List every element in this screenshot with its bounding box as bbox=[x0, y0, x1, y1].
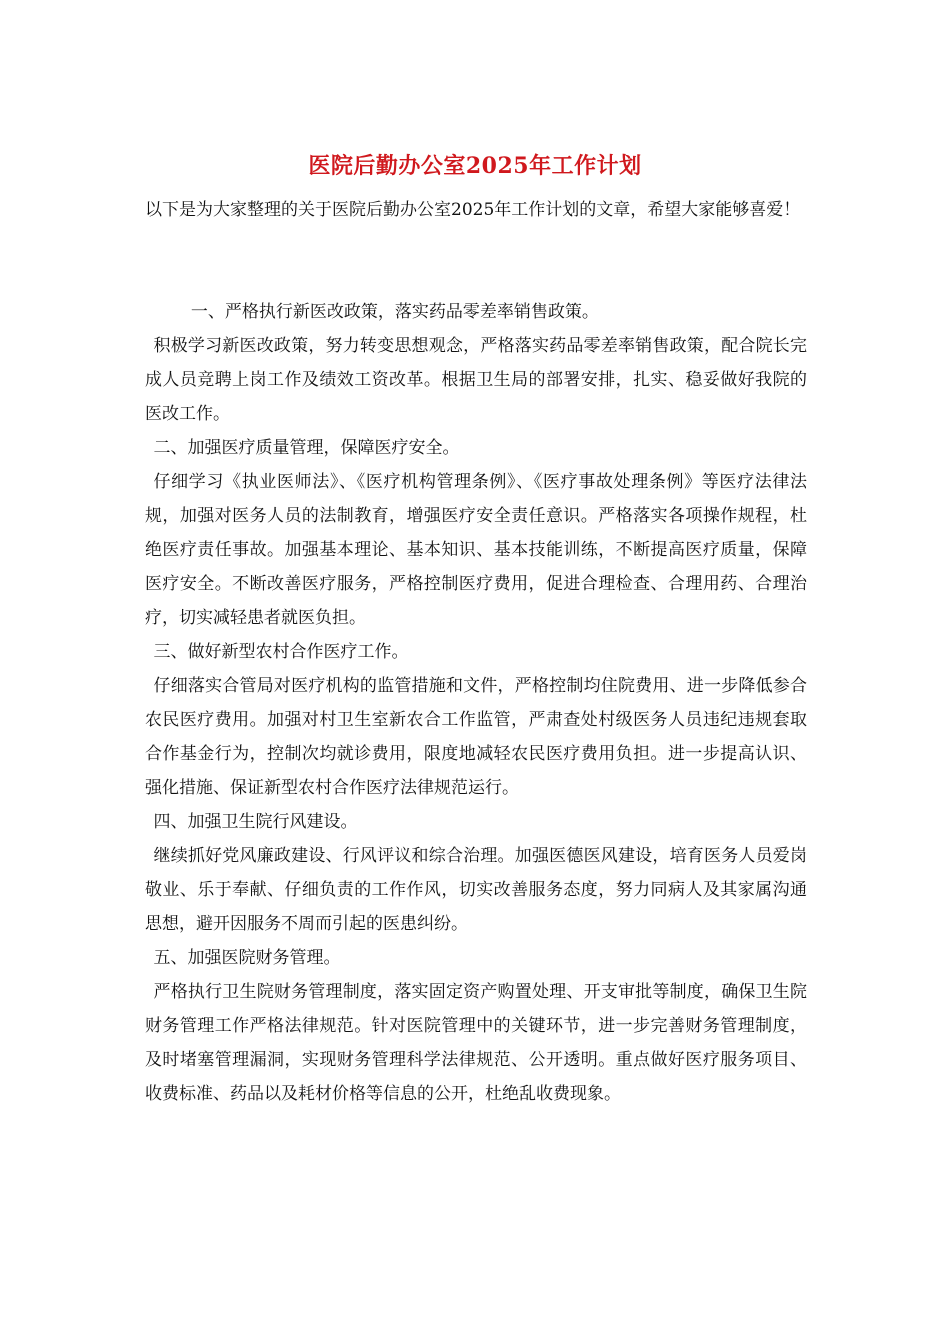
section-heading-1: 一、严格执行新医改政策，落实药品零差率销售政策。 bbox=[190, 302, 599, 322]
section-heading-3: 三、做好新型农村合作医疗工作。 bbox=[153, 642, 409, 662]
intro-paragraph: 以下是为大家整理的关于医院后勤办公室2025年工作计划的文章，希望大家能够喜爱！ bbox=[145, 200, 801, 220]
section-heading-5: 五、加强医院财务管理。 bbox=[153, 948, 341, 968]
section-text-4: 继续抓好党风廉政建设、行风评议和综合治理。加强医德医风建设，培育医务人员爱岗敬业、乐于奉献、仔细负责的工作作风，切实改善服务态度，努力同病人及其家属沟通思想，避开因服务不周而引起的医患纠纷。 bbox=[145, 846, 807, 934]
document-body bbox=[145, 193, 807, 1111]
section-heading-2: 二、加强医疗质量管理，保障医疗安全。 bbox=[153, 438, 460, 458]
section-text-3: 仔细落实合管局对医疗机构的监管措施和文件，严格控制均住院费用、进一步降低参合农民医疗费用。加强对村卫生室新农合工作监管，严肃查处村级医务人员违纪违规套取合作基金行为，控制次均就诊费用，限度地减轻农民医疗费用负担。进一步提高认识、强化措施、保证新型农村合作医疗法律规范运行。 bbox=[145, 676, 807, 798]
section-text-1: 积极学习新医改政策，努力转变思想观念，严格落实药品零差率销售政策，配合院长完成人员竞聘上岗工作及绩效工资改革。根据卫生局的部署安排，扎实、稳妥做好我院的医改工作。 bbox=[145, 336, 807, 424]
document-title: 医院后勤办公室2025年工作计划 bbox=[308, 153, 642, 179]
blank-line bbox=[145, 227, 807, 295]
section-heading-4: 四、加强卫生院行风建设。 bbox=[153, 812, 358, 832]
section-text-2: 仔细学习《执业医师法》、《医疗机构管理条例》、《医疗事故处理条例》等医疗法律法规，加强对医务人员的法制教育，增强医疗安全责任意识。严格落实各项操作规程，杜绝医疗责任事故。加强基本理论、基本知识、基本技能训练，不断提高医疗质量，保障医疗安全。不断改善医疗服务，严格控制医疗费用，促进合理检查、合理用药、合理治疗，切实减轻患者就医负担。 bbox=[145, 472, 807, 628]
section-text-5: 严格执行卫生院财务管理制度，落实固定资产购置处理、开支审批等制度，确保卫生院财务管理工作严格法律规范。针对医院管理中的关键环节，进一步完善财务管理制度，及时堵塞管理漏洞，实现财务管理科学法律规范、公开透明。重点做好医疗服务项目、收费标准、药品以及耗材价格等信息的公开，杜绝乱收费现象。 bbox=[145, 982, 807, 1104]
